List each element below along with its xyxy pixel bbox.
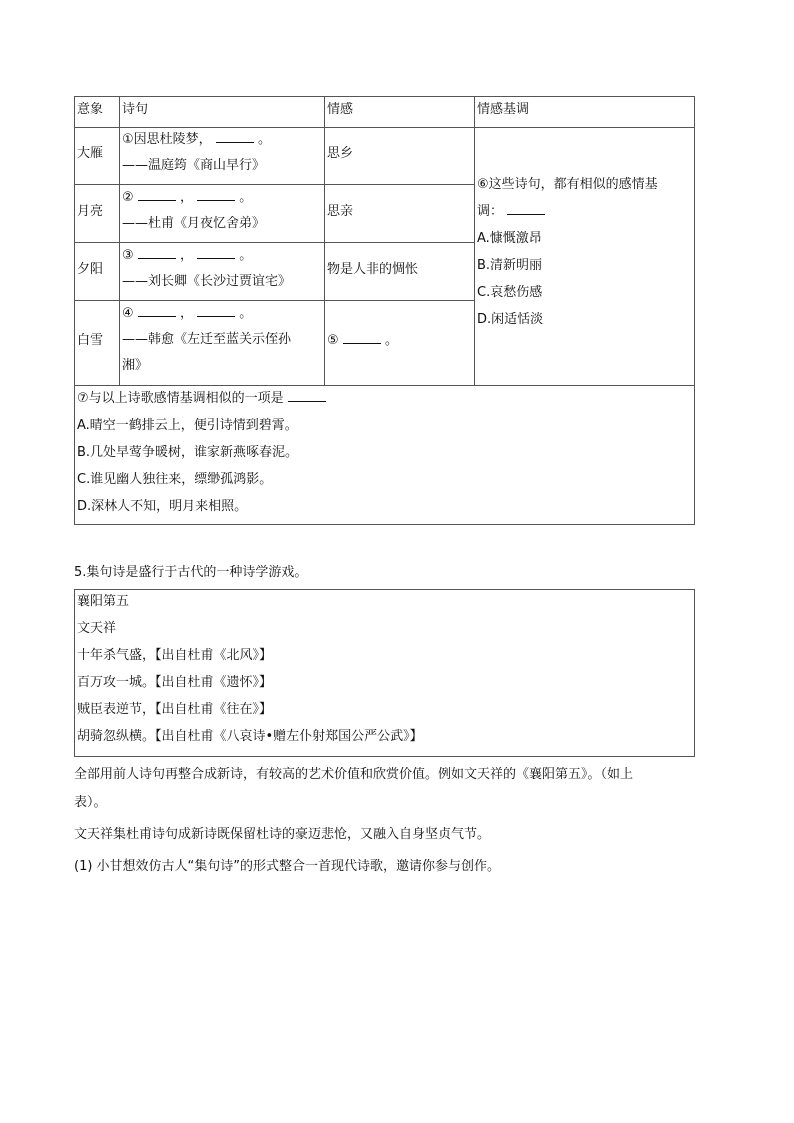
row-verse (122, 301, 291, 379)
verse-source: 湘》 (122, 358, 149, 373)
row-imagery: 夕阳 (77, 262, 104, 277)
verse-punct: 。 (239, 306, 253, 321)
paragraph: 文天祥集杜甫诗句成新诗既保留杜诗的豪迈悲怆，又融入自身坚贞气节。 (74, 827, 491, 842)
tone-question-text: 调： (477, 204, 504, 219)
paragraph: 表）。 (74, 795, 107, 810)
emotion-punct: 。 (384, 333, 398, 348)
tone-option: C.哀愁伤感 (477, 285, 543, 300)
paragraph: 全部用前人诗句再整合成新诗，有较高的艺术价值和欣赏价值。例如文天祥的《襄阳第五》。（如上 (74, 767, 634, 782)
q7-option: A.晴空一鹤排云上，便引诗情到碧霄。 (77, 418, 298, 433)
row-imagery: 白雪 (77, 333, 104, 348)
answer-blank[interactable] (343, 331, 381, 344)
table-rule (119, 97, 120, 385)
q7-question: ⑦与以上诗歌感情基调相似的一项是 (77, 391, 284, 406)
row-imagery: 大雁 (77, 146, 104, 161)
table-rule (324, 97, 325, 385)
tone-option: B.清新明丽 (477, 258, 543, 273)
sub-question-1: (1) 小甘想效仿古人“集句诗”的形式整合一首现代诗歌，邀请你参与创作。 (74, 859, 501, 874)
q7-option: B.几处早莺争暖树，谁家新燕啄春泥。 (77, 445, 299, 460)
poem-line: 胡骑忽纵横。【出自杜甫《八哀诗•赠左仆射郑国公严公武》】 (77, 729, 423, 744)
row-emotion (327, 328, 398, 354)
verse-punct: 。 (257, 132, 271, 147)
row-verse (122, 185, 265, 237)
row-emotion: 物是人非的惆怅 (327, 262, 419, 277)
verse-text: ② (122, 190, 134, 205)
row-imagery: 月亮 (77, 204, 104, 219)
tone-option: D.闲适恬淡 (477, 312, 544, 327)
verse-source: ——杜甫《月夜忆舍弟》 (122, 216, 266, 231)
q7-option: C.谁见幽人独往来，缥缈孤鸿影。 (77, 472, 273, 487)
table-rule (474, 97, 475, 385)
verse-text: ④ (122, 306, 134, 321)
header-emotion: 情感 (327, 102, 354, 117)
row-verse (122, 127, 271, 179)
verse-text: ③ (122, 248, 134, 263)
imagery-table (74, 96, 695, 525)
tone-option: A.慷慨激昂 (477, 231, 542, 246)
verse-punct: 。 (239, 190, 253, 205)
poem-author: 文天祥 (77, 621, 117, 636)
verse-punct: ， (179, 248, 193, 263)
q7-block (77, 385, 326, 520)
poem-title: 襄阳第五 (77, 594, 130, 609)
tone-question (477, 171, 658, 333)
verse-source: ——韩愈《左迁至蓝关示侄孙 (122, 332, 292, 347)
poem-line: 百万攻一城。【出自杜甫《遗怀》】 (77, 675, 273, 690)
answer-blank[interactable] (138, 188, 176, 201)
header-verse: 诗句 (122, 102, 149, 117)
answer-blank[interactable] (507, 202, 545, 215)
poem-box (74, 589, 695, 757)
poem-line: 十年杀气盛，【出自杜甫《北风》】 (77, 648, 273, 663)
q7-option: D.深林人不知，明月来相照。 (77, 499, 248, 514)
verse-punct: ， (179, 190, 193, 205)
verse-source: ——温庭筠《商山早行》 (122, 158, 266, 173)
header-tone: 情感基调 (477, 102, 530, 117)
row-emotion: 思亲 (327, 204, 354, 219)
poem-line: 贼臣表逆节，【出自杜甫《往在》】 (77, 702, 273, 717)
row-emotion: 思乡 (327, 146, 354, 161)
tone-question-text: ⑥这些诗句，都有相似的感情基 (477, 177, 658, 192)
emotion-text: ⑤ (327, 333, 339, 348)
verse-text: ①因思杜陵梦， (122, 132, 212, 147)
answer-blank[interactable] (138, 304, 176, 317)
verse-source: ——刘长卿《长沙过贾谊宅》 (122, 274, 292, 289)
verse-punct: 。 (239, 248, 253, 263)
row-verse (122, 243, 291, 295)
question-5-heading: 5.集句诗是盛行于古代的一种诗学游戏。 (74, 565, 308, 580)
answer-blank[interactable] (138, 246, 176, 259)
header-imagery: 意象 (77, 102, 104, 117)
answer-blank[interactable] (197, 246, 235, 259)
answer-blank[interactable] (197, 188, 235, 201)
answer-blank[interactable] (216, 130, 254, 143)
verse-punct: ， (179, 306, 193, 321)
answer-blank[interactable] (197, 304, 235, 317)
answer-blank[interactable] (288, 389, 326, 402)
